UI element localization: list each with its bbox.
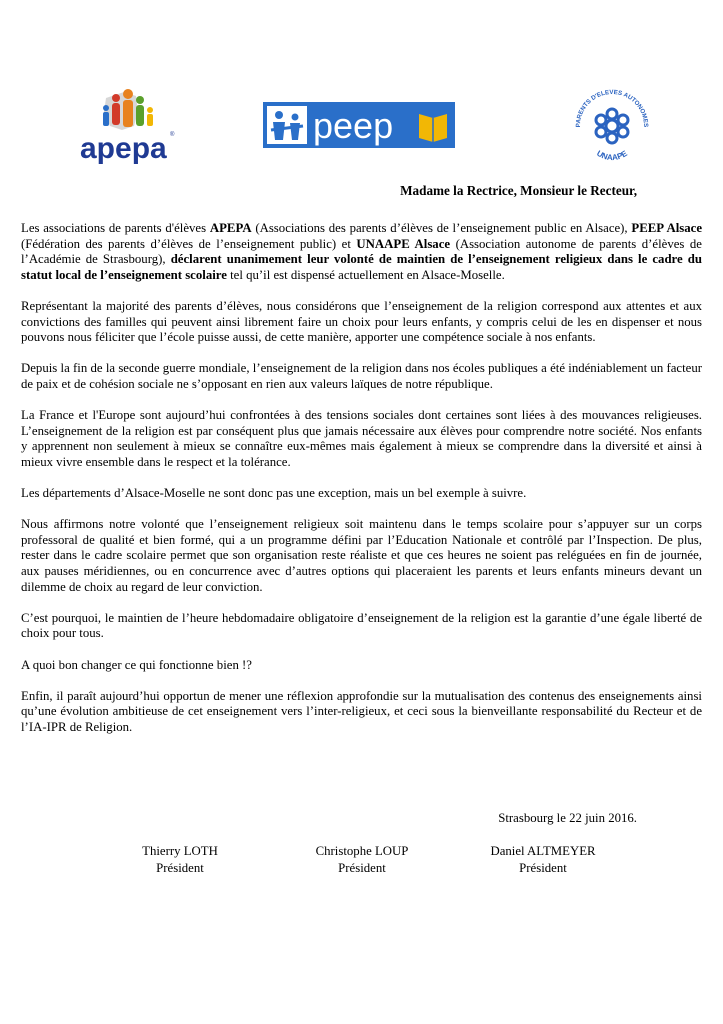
paragraph-3: Depuis la fin de la seconde guerre mondiale, l’enseignement de la religion dans nos écoles publiques a été indéniablement un facteur de paix et de cohésion sociale ne s’opposant en rien aux valeurs laïques de notre république.: [21, 361, 702, 391]
paragraph-5: Les départements d’Alsace-Moselle ne sont donc pas une exception, mais un bel exemple à suivre.: [21, 486, 527, 501]
peep-logo-text: peep: [313, 105, 394, 146]
logo-header: [0, 0, 723, 175]
paragraph-1-text: (Association autonome de parents d’élèves de l’Académie de Strasbourg),: [21, 236, 702, 267]
salutation: Madame la Rectrice, Monsieur le Recteur,: [400, 183, 637, 198]
paragraph-1-text: Les associations de parents d'élèves: [21, 221, 210, 235]
signatory-title: Président: [519, 861, 567, 875]
svg-text:UNAAPE: [595, 148, 629, 162]
signatory-2: [277, 843, 447, 877]
date-line: Strasbourg le 22 juin 2016.: [498, 811, 637, 825]
apepa-logo-text: apepa: [80, 132, 167, 165]
paragraph-4: La France et l'Europe sont aujourd’hui confrontées à des tensions sociales dont certaines sont liées à des mouvances religieuses. L’enseignement de la religion est par conséquent plus que jamais nécessaire aux élèves pour comprendre notre société. Nos enfants y apprennent non seulement à mieux se connaître eux-mêmes mais également à mieux se comprendre dans la diversité et ainsi à mieux vivre ensemble dans le respect et la tolérance.: [21, 408, 702, 469]
peep-logo-icon: [263, 100, 455, 150]
unaape-ring-bottom-text: UNAAPE: [595, 148, 629, 163]
paragraph-1-text: tel qu’il est dispensé actuellement en Alsace-Moselle.: [226, 267, 505, 282]
association-peep: PEEP Alsace: [631, 221, 702, 235]
signatory-name: Daniel ALTMEYER: [490, 844, 596, 858]
signatory-1: [95, 843, 265, 877]
paragraph-8: A quoi bon changer ce qui fonctionne bien !?: [21, 657, 252, 672]
paragraph-2: Représentant la majorité des parents d’élèves, nous considérons que l’enseignement de la religion correspond aux attentes et aux convictions des familles qui peuvent ainsi librement faire un choix pour leurs enfants, y compris celui de les en dispenser et nous pouvons nous féliciter que l’école puisse aussi, de cette manière, apporter une compétence sociale à nos enfants.: [21, 298, 702, 345]
unaape-seal-icon: [570, 86, 654, 166]
paragraph-1-text: (Fédération des parents d’élèves de l’enseignement public) et: [21, 236, 357, 251]
declaration-statement: déclarent unanimement leur volonté de maintien de l’enseignement religieux dans le cadre du statut local de l’enseignement scolaire: [21, 252, 703, 282]
svg-text:®: ®: [170, 132, 175, 138]
paragraph-1: [21, 221, 702, 283]
association-unaape: UNAAPE Alsace: [356, 236, 451, 251]
unaape-ring-top-text: PARENTS D'ELEVES AUTONOMES: [574, 88, 650, 128]
signatory-name: Christophe LOUP: [315, 844, 409, 858]
letter-body: [21, 221, 702, 736]
association-apepa: APEPA: [209, 221, 252, 235]
paragraph-1-text: (Associations des parents d’élèves de l’enseignement public en Alsace),: [251, 221, 632, 235]
paragraph-9: Enfin, il paraît aujourd’hui opportun de mener une réflexion approfondie sur la mutualisation des contenus des enseignements ainsi qu’une évolution ambitieuse de cet enseignement vers l’inter-religieux, et ceci sous la bienveillante responsabilité du Recteur et de l’IA-IPR de Religion.: [21, 688, 702, 734]
apepa-family-logo-icon: [76, 86, 186, 170]
signatory-name: Thierry LOTH: [142, 844, 218, 858]
signatory-title: Président: [156, 861, 204, 875]
signatory-3: [458, 843, 628, 877]
signatory-title: Président: [338, 861, 386, 875]
paragraph-6: Nous affirmons notre volonté que l’enseignement religieux soit maintenu dans le temps scolaire pour s’appuyer sur un corps professoral de qualité et bien formé, qui a un programme défini par l’Education Nationale et contrôlé par l’Inspection. De plus, rester dans le cadre scolaire permet que son organisation reste réaliste et que ces heures ne soient pas reléguées en fin de journée, aux pauses méridiennes, ou en concurrence avec d’autres options qui placeraient les parents et leurs enfants mineurs devant un dilemme de choix au regard de leur conviction.: [21, 517, 702, 594]
paragraph-7: C’est pourquoi, le maintien de l’heure hebdomadaire obligatoire d’enseignement de la religion est la garantie d’une égale liberté de choix pour tous.: [21, 610, 702, 641]
